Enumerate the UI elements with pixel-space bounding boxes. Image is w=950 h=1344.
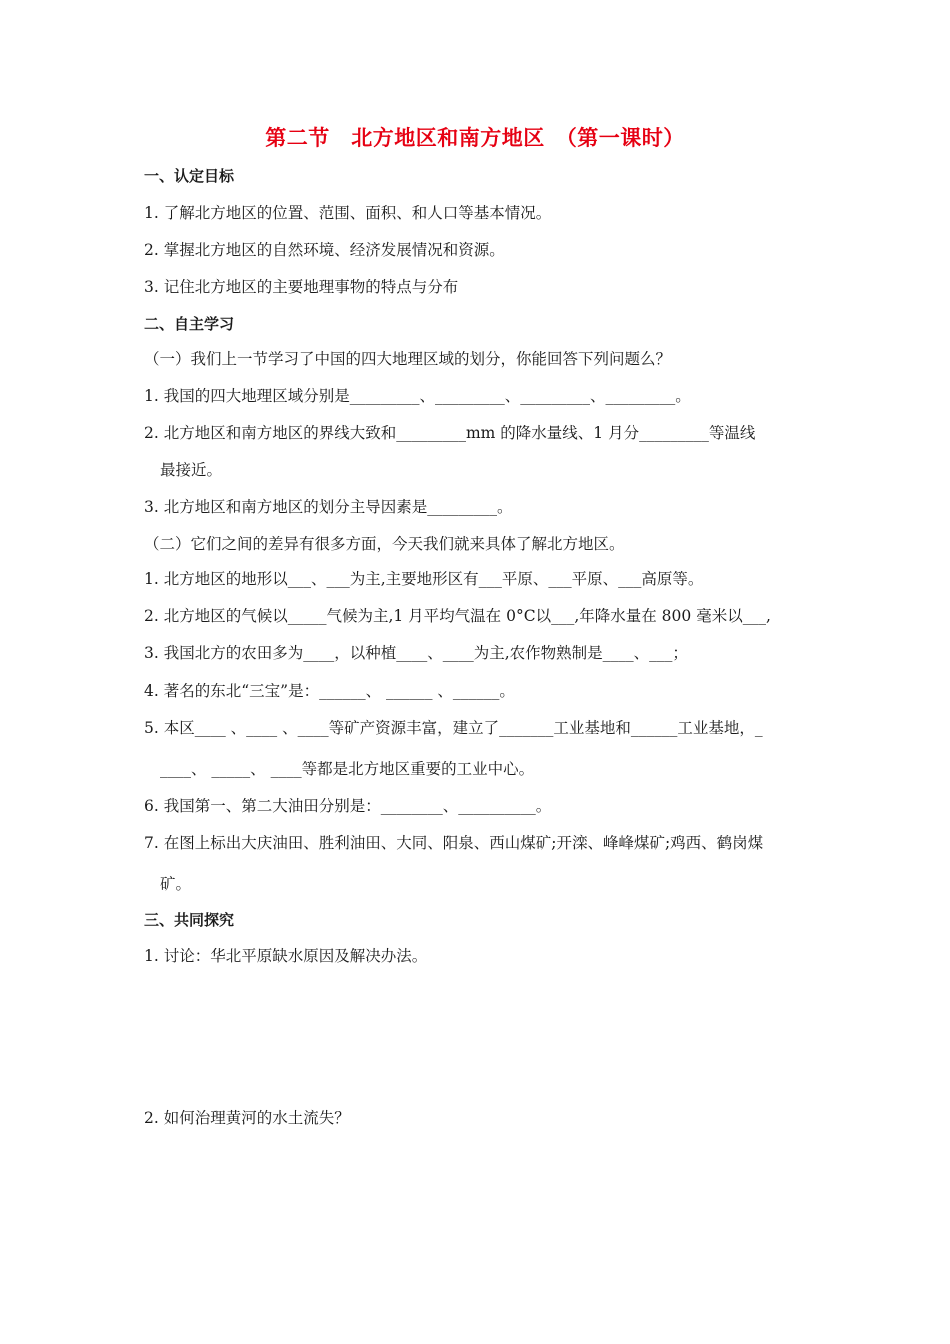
section-heading-self-study: 二、自主学习 — [144, 315, 235, 333]
part1-question-2: 2. 北方地区和南方地区的界线大致和_________mm 的降水量线、1 月分_________等温线 — [144, 424, 756, 442]
part1-question-1: 1. 我国的四大地理区域分别是_________、_________、_________、_________。 — [144, 387, 691, 405]
part2-question-5: 5. 本区____ 、____ 、____等矿产资源丰富，建立了_______工业基地和______工业基地，_ — [144, 719, 763, 737]
part2-question-6: 6. 我国第一、第二大油田分别是：________、__________。 — [144, 797, 552, 815]
part1-question-2-cont: 最接近。 — [160, 461, 223, 479]
part1-question-3: 3. 北方地区和南方地区的划分主导因素是_________。 — [144, 498, 513, 516]
part2-intro: （二）它们之间的差异有很多方面，今天我们就来具体了解北方地区。 — [144, 535, 625, 553]
goal-item-2: 2. 掌握北方地区的自然环境、经济发展情况和资源。 — [144, 241, 505, 259]
part1-intro: （一）我们上一节学习了中国的四大地理区域的划分，你能回答下列问题么？ — [144, 350, 672, 368]
explore-question-2: 2. 如何治理黄河的水土流失？ — [144, 1109, 350, 1127]
goal-item-3: 3. 记住北方地区的主要地理事物的特点与分布 — [144, 278, 459, 296]
part2-question-1: 1. 北方地区的地形以___、___为主,主要地形区有___平原、___平原、___高原等。 — [144, 570, 704, 588]
part2-question-3: 3. 我国北方的农田多为____，以种植____、____为主,农作物熟制是____、___； — [144, 644, 688, 662]
part2-question-4: 4. 著名的东北“三宝”是：______、 ______ 、______。 — [144, 682, 515, 700]
explore-question-1: 1. 讨论：华北平原缺水原因及解决办法。 — [144, 947, 428, 965]
part2-question-5-cont: ____、 _____、 ____等都是北方地区重要的工业中心。 — [160, 760, 535, 778]
section-heading-goals: 一、认定目标 — [144, 167, 235, 185]
page-title: 第二节 北方地区和南方地区 （第一课时） — [265, 126, 685, 150]
part2-question-7-cont: 矿。 — [160, 875, 192, 893]
part2-question-2: 2. 北方地区的气候以_____气候为主,1 月平均气温在 0°C以___,年降水量在 800 毫米以___, — [144, 607, 771, 625]
section-heading-explore: 三、共同探究 — [144, 911, 235, 929]
goal-item-1: 1. 了解北方地区的位置、范围、面积、和人口等基本情况。 — [144, 204, 552, 222]
part2-question-7: 7. 在图上标出大庆油田、胜利油田、大同、阳泉、西山煤矿;开滦、峰峰煤矿;鸡西、鹤岗煤 — [144, 834, 764, 852]
